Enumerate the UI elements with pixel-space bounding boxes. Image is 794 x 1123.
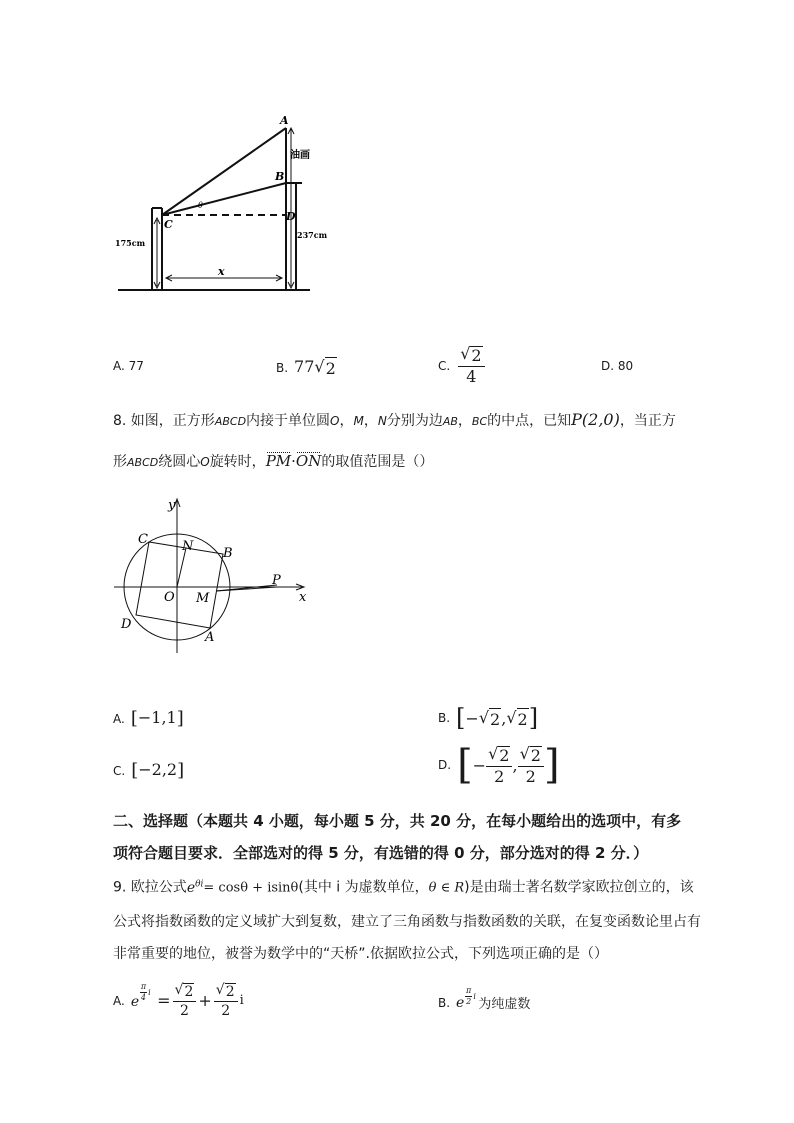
q8-option-c-right: 2 bbox=[166, 760, 178, 779]
q7-option-b-value: 77 bbox=[294, 357, 315, 376]
q7-option-b-radicand: 2 bbox=[325, 359, 336, 378]
q8-abcd-2: ABCD bbox=[127, 456, 159, 469]
fig2-label-D: D bbox=[121, 617, 132, 632]
q9-line3: 非常重要的地位，被誉为数学中的“天桥”.依据欧拉公式，下列选项正确的是（） bbox=[113, 946, 608, 962]
q8-option-b-prefix: B. bbox=[438, 711, 451, 725]
q9-line1 bbox=[113, 880, 694, 895]
q9-option-a-sup-den: 4 bbox=[140, 993, 146, 1002]
q8-comma3: ， bbox=[457, 413, 472, 429]
q7-option-a-prefix: A. bbox=[113, 359, 125, 373]
q7-option-a-value: 77 bbox=[128, 359, 144, 373]
q8-ab: AB bbox=[442, 415, 458, 428]
q8-option-b-radicand-2: 2 bbox=[517, 709, 528, 729]
label-B: B bbox=[275, 170, 285, 183]
q8-o-2: O bbox=[200, 455, 210, 469]
q9-option-a-i: i bbox=[239, 993, 244, 1008]
label-237: 237cm bbox=[297, 230, 328, 240]
q7-option-d-prefix: D. bbox=[601, 359, 615, 373]
q9-option-a-plus: + bbox=[198, 991, 212, 1010]
section2-heading-line1: 二、选择题（本题共 4 小题，每小题 5 分，共 20 分，在每小题给出的选项中，有多 bbox=[113, 812, 682, 830]
q9-option-a-sup-num: π bbox=[140, 982, 147, 991]
label-painting: 油画 bbox=[290, 150, 310, 161]
q9-option-b-sup-den: 2 bbox=[466, 996, 472, 1006]
q8-vec-pm: PM bbox=[265, 452, 292, 470]
fig2-label-N: N bbox=[182, 539, 194, 554]
q8-vec-on: ON bbox=[295, 452, 322, 470]
q8-dot: · bbox=[291, 452, 296, 470]
q8-m: M bbox=[353, 414, 364, 428]
q9-option-b[interactable] bbox=[438, 985, 531, 1012]
fig2-label-x: x bbox=[299, 590, 307, 605]
q9-l1b: (其中 i 为虚数单位， bbox=[298, 879, 429, 896]
q8-o: O bbox=[330, 414, 340, 428]
q9-l1c: )是由瑞士著名数学家欧拉创立的，该 bbox=[464, 879, 694, 896]
q9-option-a-den-2: 2 bbox=[221, 1003, 231, 1019]
q8-option-d-prefix: D. bbox=[438, 758, 452, 772]
q8-option-d-den-2: 2 bbox=[525, 766, 536, 786]
q9-option-b-text: 为纯虚数 bbox=[478, 997, 531, 1012]
fig2-label-A: A bbox=[205, 630, 215, 645]
q9-euler-base: e bbox=[186, 879, 196, 896]
q8-option-d-radicand-2: 2 bbox=[530, 745, 541, 765]
label-x: x bbox=[218, 265, 225, 278]
q9-euler-sup: θi bbox=[195, 879, 204, 889]
q8-line1 bbox=[113, 412, 676, 428]
fig2-label-P: P bbox=[272, 573, 281, 588]
q8-l1d: 的中点，已知 bbox=[487, 413, 572, 429]
q9-option-b-sup-num: π bbox=[466, 985, 472, 995]
q8-n: N bbox=[377, 414, 387, 428]
q9-l1a: 9. 欧拉公式 bbox=[113, 879, 187, 896]
q9-theta-in-r: θ ∈ R bbox=[428, 880, 465, 896]
q8-comma2: ， bbox=[363, 413, 378, 429]
fig2-label-M: M bbox=[196, 591, 210, 606]
q8-option-d-radicand-1: 2 bbox=[499, 745, 510, 765]
q7-option-c-radicand: 2 bbox=[471, 346, 482, 365]
q9-option-b-sup-i: i bbox=[473, 991, 476, 1001]
q8-option-a-prefix: A. bbox=[113, 711, 125, 726]
q8-line2 bbox=[113, 454, 433, 469]
q9-option-a-radicand-1: 2 bbox=[184, 984, 194, 1000]
label-theta: θ bbox=[198, 201, 203, 210]
q9-option-a-sup-i: i bbox=[148, 988, 151, 997]
q8-l2c: 旋转时， bbox=[209, 454, 266, 470]
q8-l1b: 内接于单位圆 bbox=[246, 413, 331, 429]
q9-option-a-radicand-2: 2 bbox=[225, 984, 235, 1000]
q9-euler-rhs: = cosθ + isinθ bbox=[203, 880, 299, 896]
q8-comma1: ， bbox=[339, 413, 354, 429]
q9-option-b-prefix: B. bbox=[438, 995, 451, 1010]
q8-option-a[interactable]: A. [−1,1] bbox=[113, 708, 184, 729]
fig2-label-B: B bbox=[223, 546, 233, 561]
circle-figure bbox=[112, 495, 312, 660]
line-CB bbox=[162, 183, 286, 215]
q8-option-d-den-1: 2 bbox=[494, 766, 505, 786]
q9-option-a-den-1: 2 bbox=[179, 1003, 189, 1019]
square-abcd bbox=[136, 542, 223, 628]
painting-figure bbox=[110, 108, 330, 298]
q8-option-a-right: 1 bbox=[166, 708, 177, 727]
q7-option-c[interactable]: C. √ 2 4 bbox=[438, 346, 485, 385]
q8-option-b-radicand-1: 2 bbox=[490, 709, 501, 729]
label-D: D bbox=[286, 210, 296, 223]
q8-option-c-left: −2 bbox=[138, 760, 162, 779]
q8-l2a: 形 bbox=[113, 454, 127, 470]
q8-option-b[interactable]: B. [ − √ 2 , √ 2 ] bbox=[438, 704, 539, 732]
q8-l1a: 8. 如图，正方形 bbox=[113, 413, 215, 429]
section2-heading-line2: 项符合题目要求．全部选对的得 5 分，有选错的得 0 分，部分选对的得 2 分．） bbox=[113, 844, 649, 862]
q8-l1e: ，当正方 bbox=[619, 413, 676, 429]
q7-option-d-value: 80 bbox=[617, 359, 634, 373]
q8-bc: BC bbox=[471, 415, 488, 428]
q7-option-c-prefix: C. bbox=[438, 358, 451, 373]
q7-option-b-prefix: B. bbox=[276, 360, 289, 375]
q8-l2b: 绕圆心 bbox=[158, 454, 201, 470]
q9-option-a[interactable]: A. e $\frac{\pi}{4}$ i = √ 2 2 + √ 2 2 i bbox=[113, 982, 244, 1019]
q8-option-c-prefix: C. bbox=[113, 763, 126, 778]
label-C: C bbox=[164, 218, 173, 231]
label-175: 175cm bbox=[115, 238, 146, 248]
q8-option-d[interactable]: D. [ − √ 2 2 , √ 2 2 ] bbox=[438, 742, 560, 788]
q7-option-a[interactable] bbox=[113, 359, 144, 373]
fig2-label-y: y bbox=[168, 498, 176, 513]
q8-option-a-left: −1 bbox=[137, 708, 162, 727]
q8-l2d: 的取值范围是（） bbox=[321, 454, 434, 470]
q7-option-c-den: 4 bbox=[466, 367, 477, 386]
fig2-label-C: C bbox=[138, 532, 148, 547]
fig2-label-O: O bbox=[164, 590, 175, 605]
line-CA bbox=[162, 128, 286, 215]
q9-line2: 公式将指数函数的定义域扩大到复数，建立了三角函数与指数函数的关联，在复变函数论里占有 bbox=[113, 914, 701, 930]
q8-abcd: ABCD bbox=[214, 415, 247, 428]
q8-point-p: P(2,0) bbox=[571, 410, 620, 429]
q8-option-c[interactable]: C. [−2,2] bbox=[113, 760, 185, 781]
q9-option-b-base: e bbox=[456, 994, 465, 1011]
q9-option-a-prefix: A. bbox=[113, 993, 125, 1008]
label-A: A bbox=[280, 114, 289, 127]
q7-option-d[interactable] bbox=[601, 359, 633, 373]
q7-option-b[interactable]: B. 77 √ 2 bbox=[276, 357, 336, 378]
q8-l1c: 分别为边 bbox=[386, 413, 443, 429]
q9-option-a-base: e bbox=[130, 994, 140, 1010]
q9-option-a-eq: = bbox=[157, 991, 171, 1010]
